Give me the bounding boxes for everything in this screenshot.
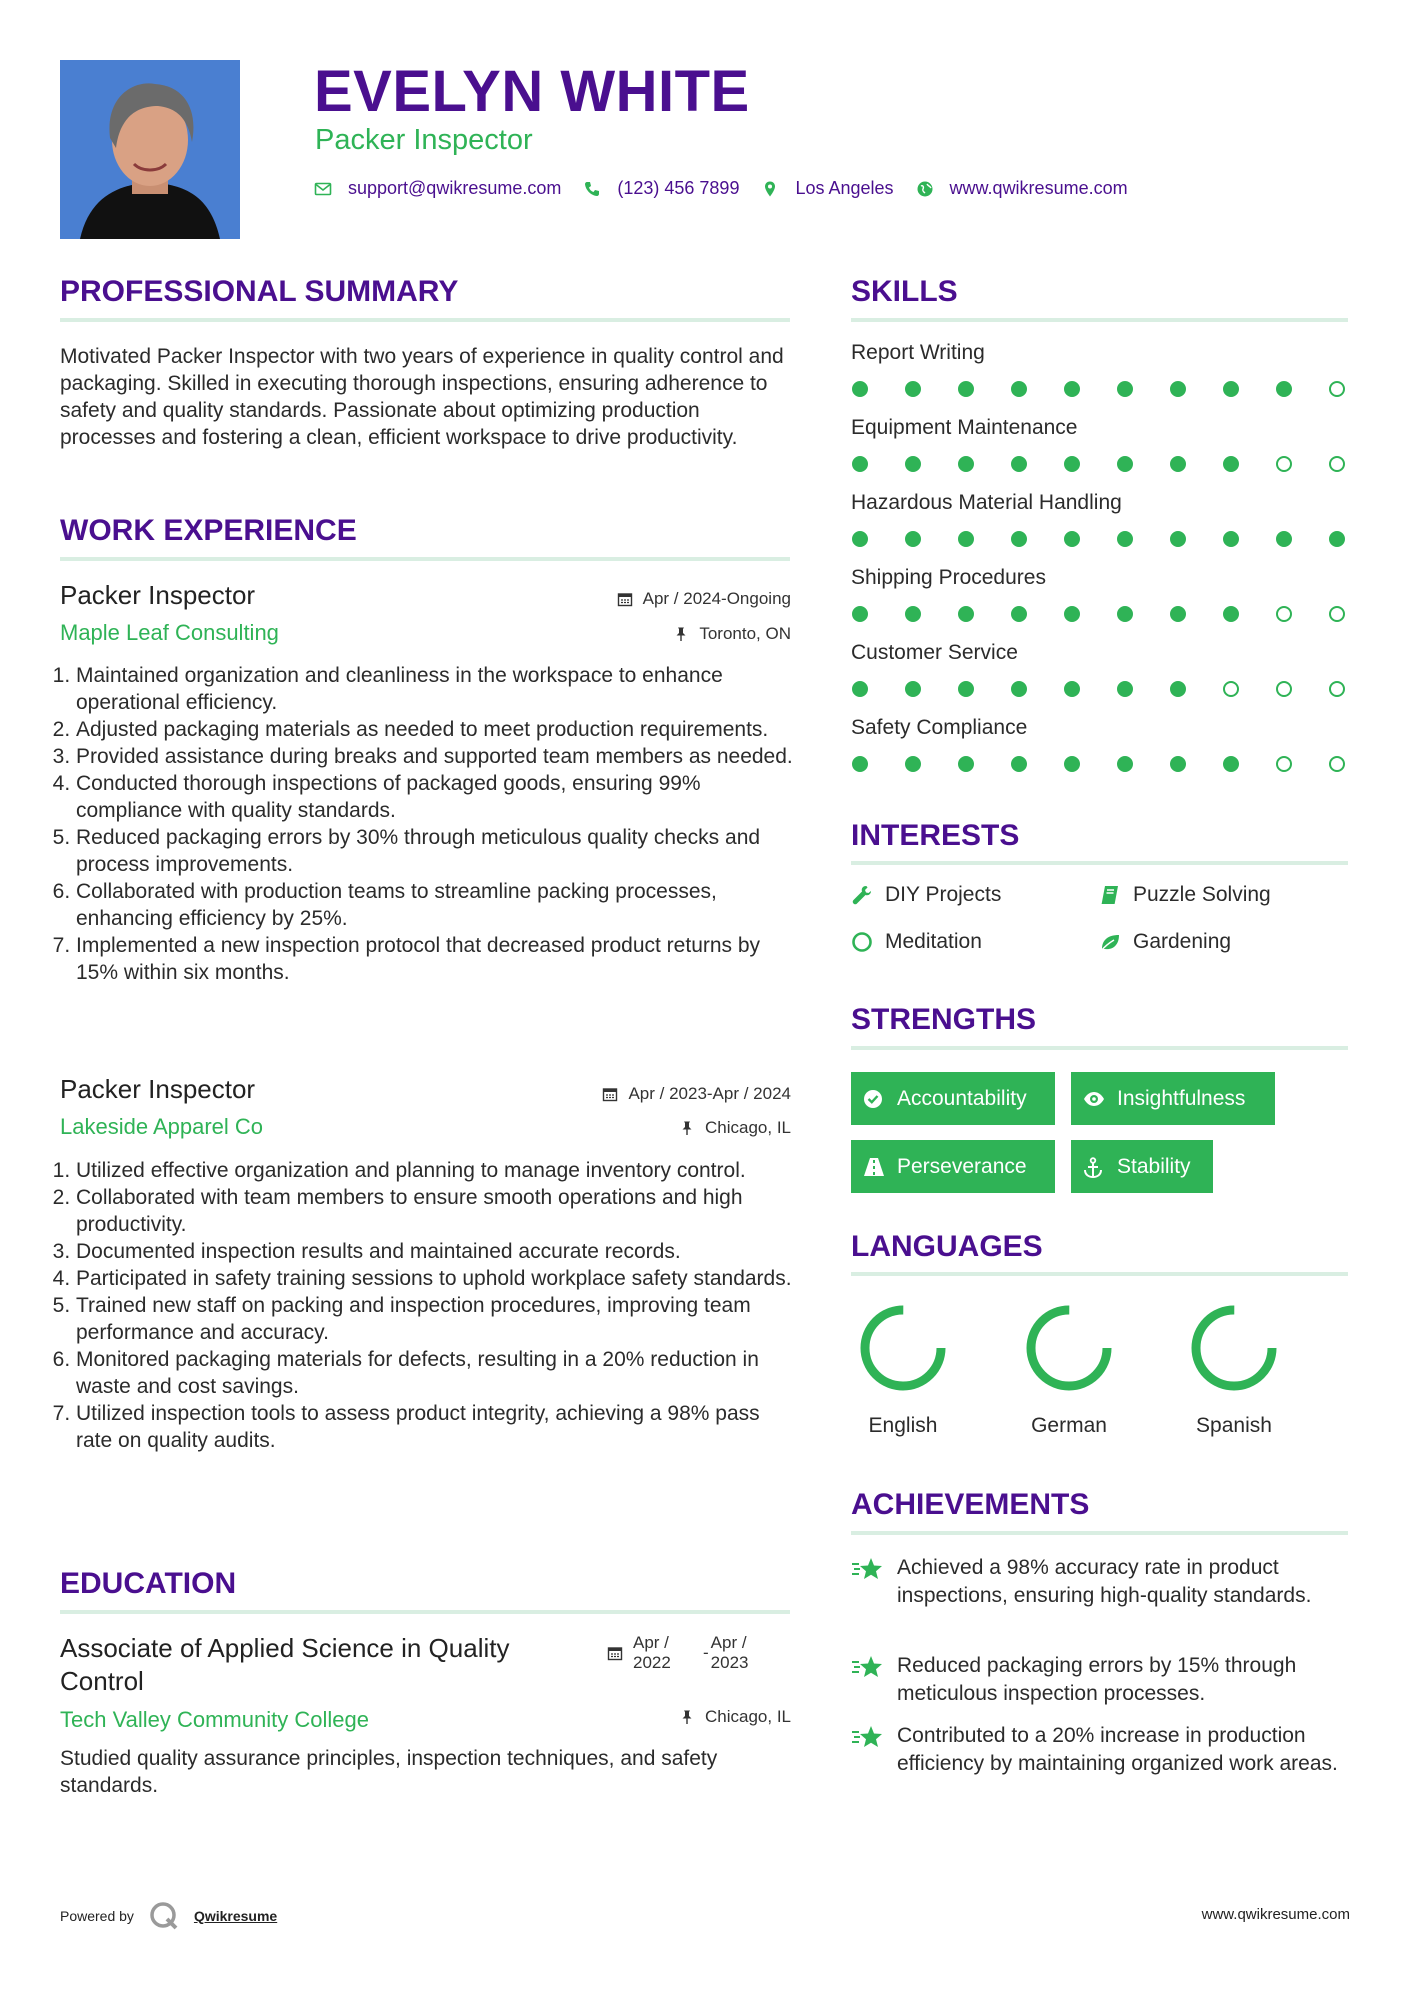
job-2-bullets [58, 1157, 798, 1454]
rating-dot-empty [1276, 606, 1292, 622]
education-school: Tech Valley Community College [60, 1707, 369, 1732]
rating-dot-filled [905, 531, 921, 547]
skill-rating [852, 456, 1345, 472]
rating-dot-filled [1276, 531, 1292, 547]
rating-dot-empty [1276, 756, 1292, 772]
achievement-item [851, 1652, 1361, 1708]
pushpin-icon [673, 626, 689, 642]
achievement-item [851, 1554, 1361, 1610]
experience-rule [60, 557, 790, 561]
job-2-dates-text: Apr / 2023-Apr / 2024 [628, 1084, 791, 1103]
skill-name: Hazardous Material Handling [851, 491, 1122, 514]
rating-dot-filled [1170, 756, 1186, 772]
rating-dot-filled [1117, 606, 1133, 622]
job-2-company: Lakeside Apparel Co [60, 1114, 264, 1139]
achievement-item [851, 1722, 1361, 1778]
list-item: 5. Reduced packaging errors by 30% through meticulous quality checks and process improvements. [76, 824, 798, 878]
strength-insightfulness [1071, 1072, 1275, 1125]
contact-phone[interactable] [583, 178, 739, 199]
interests-heading: INTERESTS [851, 819, 1020, 852]
rating-dot-filled [1117, 456, 1133, 472]
language-label: Spanish [1196, 1414, 1272, 1437]
list-item: 2. Collaborated with team members to ensure smooth operations and high productivity. [76, 1184, 798, 1238]
skill-name: Equipment Maintenance [851, 416, 1078, 439]
rating-dot-filled [958, 456, 974, 472]
list-item: 6. Monitored packaging materials for defects, resulting in a 20% reduction in waste and cost savings. [76, 1346, 798, 1400]
interest-label: Gardening [1133, 930, 1232, 953]
road-icon [863, 1157, 883, 1177]
education-dates [607, 1633, 759, 1673]
languages-rule [851, 1272, 1348, 1276]
star-icon [851, 1556, 885, 1582]
rating-dot-filled [1011, 606, 1027, 622]
rating-dot-filled [852, 381, 868, 397]
rating-dot-filled [1064, 681, 1080, 697]
rating-dot-filled [1276, 381, 1292, 397]
rating-dot-filled [1223, 531, 1239, 547]
rating-dot-filled [958, 381, 974, 397]
strength-perseverance [851, 1140, 1055, 1193]
qwikresume-logo-icon [148, 1900, 180, 1932]
rating-dot-filled [1064, 531, 1080, 547]
calendar-icon [602, 1086, 618, 1102]
rating-dot-filled [958, 756, 974, 772]
website-text: www.qwikresume.com [949, 178, 1128, 198]
language-level-arc [1196, 1310, 1272, 1386]
rating-dot-empty [1329, 756, 1345, 772]
skill-rating [852, 606, 1345, 622]
book-icon [1099, 884, 1121, 906]
interest-gardening [1099, 930, 1231, 954]
rating-dot-filled [1170, 606, 1186, 622]
rating-dot-filled [1329, 531, 1345, 547]
interest-label: DIY Projects [885, 883, 1002, 906]
experience-heading: WORK EXPERIENCE [60, 514, 357, 547]
skill-rating [852, 681, 1345, 697]
summary-text: Motivated Packer Inspector with two years of experience in quality control and packaging. Skilled in executing thorough inspections, ensuring adherence to safety and quality standards. Passionate about optimizing production processes and fostering a clean, efficient workspace to drive productivity. [60, 345, 784, 449]
rating-dot-filled [1011, 381, 1027, 397]
achievements-rule [851, 1531, 1348, 1535]
rating-dot-filled [905, 606, 921, 622]
list-item: 7. Implemented a new inspection protocol that decreased product returns by 15% within six months. [76, 932, 798, 986]
strength-label: Accountability [897, 1086, 1027, 1110]
rating-dot-filled [1170, 381, 1186, 397]
interest-diy-projects [851, 883, 1001, 907]
footer-powered-by [60, 1900, 277, 1932]
education-description: Studied quality assurance principles, inspection techniques, and safety standards. [60, 1747, 718, 1797]
education-location-text: Chicago, IL [705, 1707, 791, 1726]
email-text: support@qwikresume.com [348, 178, 562, 198]
education-heading: EDUCATION [60, 1567, 237, 1600]
rating-dot-filled [905, 756, 921, 772]
achievement-text: Reduced packaging errors by 15% through meticulous inspection processes. [897, 1654, 1297, 1705]
check-circle-icon [863, 1089, 883, 1109]
rating-dot-filled [1117, 381, 1133, 397]
globe-icon [916, 180, 934, 198]
interest-label: Puzzle Solving [1133, 883, 1271, 906]
language-level-arc [1031, 1310, 1107, 1386]
list-item: 1. Maintained organization and cleanliness in the workspace to enhance operational efficiency. [76, 662, 798, 716]
profile-photo [60, 60, 240, 239]
skills-heading: SKILLS [851, 275, 958, 308]
list-item: 4. Participated in safety training sessions to uphold workplace safety standards. [76, 1265, 798, 1292]
anchor-icon [1083, 1157, 1103, 1177]
job-1-dates-text: Apr / 2024-Ongoing [642, 589, 791, 608]
strengths-heading: STRENGTHS [851, 1003, 1037, 1036]
education-start: Apr / 2022 [633, 1633, 671, 1672]
summary-heading: PROFESSIONAL SUMMARY [60, 275, 459, 308]
rating-dot-empty [1329, 456, 1345, 472]
pushpin-icon [679, 1120, 695, 1136]
rating-dot-filled [852, 606, 868, 622]
list-item: 2. Adjusted packaging materials as needed to meet production requirements. [76, 716, 798, 743]
skill-rating [852, 531, 1345, 547]
calendar-icon [617, 591, 633, 607]
achievement-text: Contributed to a 20% increase in production efficiency by maintaining organized work areas. [897, 1724, 1338, 1775]
rating-dot-filled [852, 681, 868, 697]
language-label: English [868, 1414, 938, 1437]
job-2-title: Packer Inspector [60, 1074, 256, 1104]
contact-website[interactable] [916, 178, 1128, 199]
achievements-heading: ACHIEVEMENTS [851, 1488, 1090, 1521]
eye-icon [1083, 1089, 1103, 1109]
job-2-location [679, 1118, 791, 1138]
list-item: 3. Documented inspection results and maintained accurate records. [76, 1238, 798, 1265]
rating-dot-filled [1223, 456, 1239, 472]
calendar-icon [607, 1645, 623, 1661]
education-degree: Associate of Applied Science in Quality Control [60, 1633, 510, 1696]
rating-dot-filled [1223, 606, 1239, 622]
education-location [679, 1707, 791, 1727]
education-end: Apr / 2023 [710, 1633, 749, 1672]
skill-name: Customer Service [851, 641, 1018, 664]
rating-dot-filled [1064, 606, 1080, 622]
list-item: 3. Provided assistance during breaks and supported team members as needed. [76, 743, 798, 770]
rating-dot-empty [1223, 681, 1239, 697]
rating-dot-filled [1011, 456, 1027, 472]
interests-rule [851, 861, 1348, 865]
wrench-icon [851, 884, 873, 906]
rating-dot-empty [1329, 381, 1345, 397]
envelope-icon [314, 180, 332, 198]
rating-dot-filled [905, 681, 921, 697]
rating-dot-filled [1117, 756, 1133, 772]
job-1-company: Maple Leaf Consulting [60, 620, 279, 645]
job-2-dates [602, 1084, 791, 1104]
rating-dot-empty [1329, 606, 1345, 622]
skills-rule [851, 318, 1348, 322]
job-1-location-text: Toronto, ON [699, 624, 791, 643]
rating-dot-filled [958, 606, 974, 622]
education-rule [60, 1610, 790, 1614]
language-level-ring [1186, 1300, 1282, 1396]
rating-dot-filled [1170, 456, 1186, 472]
rating-dot-filled [1064, 756, 1080, 772]
strength-stability [1071, 1140, 1213, 1193]
rating-dot-filled [1117, 681, 1133, 697]
job-1-dates [617, 589, 791, 609]
rating-dot-filled [1223, 756, 1239, 772]
qwikresume-link[interactable]: Qwikresume [193, 1908, 278, 1924]
rating-dot-filled [905, 381, 921, 397]
skill-name: Shipping Procedures [851, 566, 1046, 589]
star-icon [851, 1654, 885, 1680]
rating-dot-filled [852, 456, 868, 472]
powered-by-text: Powered by [60, 1908, 134, 1924]
rating-dot-empty [1276, 456, 1292, 472]
interest-label: Meditation [885, 930, 982, 953]
languages-heading: LANGUAGES [851, 1230, 1043, 1263]
list-item: 7. Utilized inspection tools to assess product integrity, achieving a 98% pass rate on quality audits. [76, 1400, 798, 1454]
strength-accountability [851, 1072, 1055, 1125]
circle-icon [851, 931, 873, 953]
candidate-name: EVELYN WHITE [314, 59, 750, 124]
strength-label: Insightfulness [1117, 1086, 1246, 1110]
interest-puzzle-solving [1099, 883, 1271, 907]
contact-bar [314, 178, 1150, 199]
strength-label: Stability [1117, 1154, 1191, 1178]
contact-email[interactable] [314, 178, 561, 199]
contact-location [761, 178, 893, 199]
job-2-location-text: Chicago, IL [705, 1118, 791, 1137]
rating-dot-filled [1011, 531, 1027, 547]
rating-dot-filled [1223, 381, 1239, 397]
language-level-arc [865, 1310, 941, 1386]
rating-dot-filled [1117, 531, 1133, 547]
location-text: Los Angeles [795, 178, 894, 198]
rating-dot-filled [1064, 381, 1080, 397]
star-icon [851, 1724, 885, 1750]
job-1-title: Packer Inspector [60, 580, 256, 610]
rating-dot-filled [1170, 681, 1186, 697]
language-level-ring [1021, 1300, 1117, 1396]
strengths-rule [851, 1046, 1348, 1050]
skill-name: Report Writing [851, 341, 985, 364]
phone-text: (123) 456 7899 [617, 178, 740, 198]
rating-dot-filled [1011, 756, 1027, 772]
rating-dot-filled [1011, 681, 1027, 697]
map-marker-icon [761, 180, 779, 198]
education-dash: - [703, 1643, 709, 1662]
list-item: 4. Conducted thorough inspections of packaged goods, ensuring 99% compliance with quality standards. [76, 770, 798, 824]
list-item: 5. Trained new staff on packing and inspection procedures, improving team performance and accuracy. [76, 1292, 798, 1346]
rating-dot-filled [958, 681, 974, 697]
rating-dot-filled [1064, 456, 1080, 472]
footer-website[interactable]: www.qwikresume.com [1201, 1906, 1350, 1923]
job-1-bullets [58, 662, 798, 986]
candidate-role: Packer Inspector [315, 124, 533, 156]
language-label: German [1031, 1414, 1107, 1437]
interest-meditation [851, 930, 982, 954]
skill-rating [852, 756, 1345, 772]
skill-rating [852, 381, 1345, 397]
strength-label: Perseverance [897, 1154, 1027, 1178]
rating-dot-empty [1276, 681, 1292, 697]
rating-dot-filled [1170, 531, 1186, 547]
rating-dot-filled [852, 756, 868, 772]
skill-name: Safety Compliance [851, 716, 1028, 739]
leaf-icon [1099, 931, 1121, 953]
rating-dot-empty [1329, 681, 1345, 697]
language-level-ring [855, 1300, 951, 1396]
list-item: 6. Collaborated with production teams to streamline packing processes, enhancing efficiency by 25%. [76, 878, 798, 932]
job-1-location [673, 624, 791, 644]
summary-rule [60, 318, 790, 322]
pushpin-icon [679, 1709, 695, 1725]
phone-icon [583, 180, 601, 198]
list-item: 1. Utilized effective organization and planning to manage inventory control. [76, 1157, 798, 1184]
rating-dot-filled [958, 531, 974, 547]
rating-dot-filled [905, 456, 921, 472]
rating-dot-filled [852, 531, 868, 547]
achievement-text: Achieved a 98% accuracy rate in product inspections, ensuring high-quality standards. [897, 1556, 1312, 1607]
